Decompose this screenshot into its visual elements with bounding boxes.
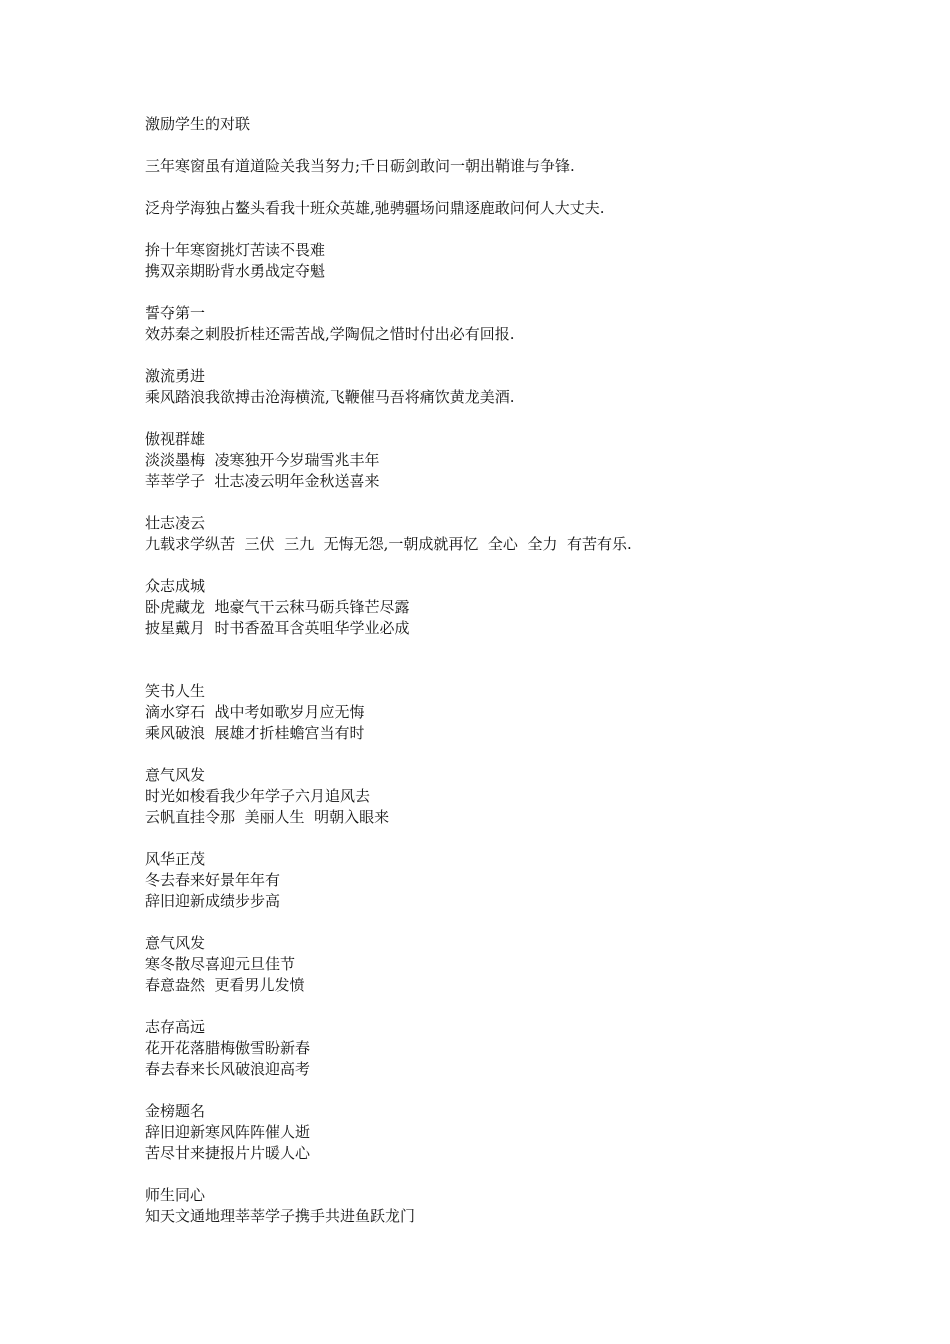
couplet-heading: 拚十年寒窗挑灯苦读不畏难: [145, 241, 326, 259]
couplet-line: 披星戴月 时书香盈耳含英咀华学业必成: [145, 619, 410, 637]
couplet-line: 效苏秦之刺股折桂还需苦战,学陶侃之惜时付出必有回报.: [145, 325, 515, 343]
document-body: [145, 114, 845, 1248]
couplet-line: 泛舟学海独占鳌头看我十班众英雄,驰骋疆场问鼎逐鹿敢问何人大丈夫.: [145, 199, 605, 217]
couplet-line: 卧虎藏龙 地豪气干云秣马砺兵锋芒尽露: [145, 598, 410, 616]
couplet-list: [145, 156, 845, 1227]
couplet-block: [145, 576, 845, 639]
couplet-line: 知天文通地理莘莘学子携手共进鱼跃龙门: [145, 1207, 416, 1225]
couplet-heading: 激流勇进: [145, 367, 206, 385]
couplet-line: 乘风踏浪我欲搏击沧海横流,飞鞭催马吾将痛饮黄龙美酒.: [145, 388, 515, 406]
couplet-line: 三年寒窗虽有道道险关我当努力;千日砺剑敢问一朝出鞘谁与争锋.: [145, 157, 575, 175]
couplet-heading: 意气风发: [145, 766, 206, 784]
couplet-line: 春意盎然 更看男儿发愤: [145, 976, 305, 994]
couplet-line: 春去春来长风破浪迎高考: [145, 1060, 311, 1078]
couplet-line: 寒冬散尽喜迎元旦佳节: [145, 955, 296, 973]
couplet-block: [145, 240, 845, 282]
couplet-block: [145, 429, 845, 492]
couplet-heading: 壮志凌云: [145, 514, 206, 532]
couplet-line: 时光如梭看我少年学子六月追风去: [145, 787, 371, 805]
couplet-block: [145, 849, 845, 912]
couplet-block: [145, 933, 845, 996]
couplet-line: 滴水穿石 战中考如歌岁月应无悔: [145, 703, 365, 721]
couplet-heading: 众志成城: [145, 577, 206, 595]
couplet-line: 苦尽甘来捷报片片暖人心: [145, 1144, 311, 1162]
couplet-block: [145, 156, 845, 177]
couplet-line: 冬去春来好景年年有: [145, 871, 281, 889]
couplet-block: [145, 765, 845, 828]
couplet-heading: 金榜题名: [145, 1102, 206, 1120]
document-title: 激励学生的对联: [145, 115, 251, 133]
couplet-line: 花开花落腊梅傲雪盼新春: [145, 1039, 311, 1057]
couplet-heading: 傲视群雄: [145, 430, 206, 448]
couplet-line: 云帆直挂令那 美丽人生 明朝入眼来: [145, 808, 390, 826]
couplet-block: [145, 681, 845, 744]
couplet-line: 乘风破浪 展雄才折桂蟾宫当有时: [145, 724, 365, 742]
couplet-block: [145, 366, 845, 408]
couplet-block: [145, 303, 845, 345]
couplet-line: 九载求学纵苦 三伏 三九 无悔无怨,一朝成就再忆 全心 全力 有苦有乐.: [145, 535, 632, 553]
couplet-line: 携双亲期盼背水勇战定夺魁: [145, 262, 326, 280]
couplet-block: [145, 1017, 845, 1080]
couplet-block: [145, 198, 845, 219]
couplet-block: [145, 1101, 845, 1164]
couplet-line: 辞旧迎新寒风阵阵催人逝: [145, 1123, 311, 1141]
couplet-heading: 志存高远: [145, 1018, 206, 1036]
couplet-block: [145, 513, 845, 555]
couplet-line: 淡淡墨梅 凌寒独开今岁瑞雪兆丰年: [145, 451, 380, 469]
document-title-block: [145, 114, 845, 135]
couplet-line: 莘莘学子 壮志凌云明年金秋送喜来: [145, 472, 380, 490]
couplet-line: 辞旧迎新成绩步步高: [145, 892, 281, 910]
couplet-heading: 笑书人生: [145, 682, 206, 700]
couplet-heading: 师生同心: [145, 1186, 206, 1204]
couplet-heading: 风华正茂: [145, 850, 206, 868]
couplet-block: [145, 1185, 845, 1227]
couplet-heading: 意气风发: [145, 934, 206, 952]
couplet-heading: 誓夺第一: [145, 304, 206, 322]
